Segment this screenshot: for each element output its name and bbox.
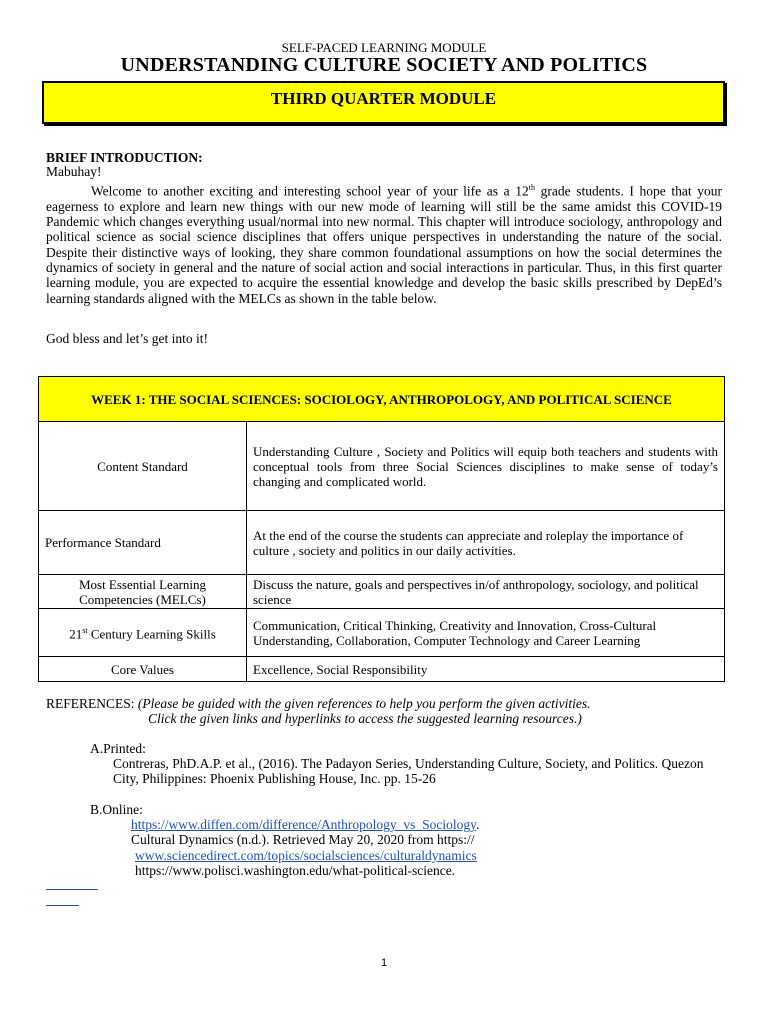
- diffen-link[interactable]: https://www.diffen.com/difference/Anthropology_vs_Sociology: [131, 817, 476, 832]
- intro-para-sup: th: [528, 183, 535, 192]
- references-label: REFERENCES:: [46, 696, 138, 711]
- row-label: Most Essential Learning Competencies (MELCs): [39, 575, 247, 609]
- table-row: [39, 657, 725, 682]
- intro-paragraph: [46, 180, 722, 306]
- intro-heading: BRIEF INTRODUCTION:: [46, 150, 203, 165]
- row-label: [39, 609, 247, 657]
- empty-hyperlink-2[interactable]: [46, 905, 79, 906]
- printed-reference: Contreras, PhD.A.P. et al., (2016). The Padayon Series, Understanding Culture, Society, and Politics. Quezon City, Philippines: Phoenix Publishing House, Inc. pp. 15-26: [113, 756, 704, 786]
- references-line1: [46, 696, 591, 711]
- row-label: Performance Standard: [39, 511, 247, 575]
- row-value: Excellence, Social Responsibility: [247, 657, 725, 682]
- page-number: 1: [380, 957, 388, 969]
- row-value: Understanding Culture , Society and Politics will equip both teachers and students with conceptual tools from three Social Sciences disciplines to make sense of today’s changing and complicated world.: [247, 422, 725, 511]
- row-value: At the end of the course the students can appreciate and roleplay the importance of culture , society and politics in our daily activities.: [247, 511, 725, 575]
- quarter-banner: [42, 81, 725, 124]
- online-heading: B.Online:: [90, 802, 143, 817]
- week-header: WEEK 1: THE SOCIAL SCIENCES: SOCIOLOGY, ANTHROPOLOGY, AND POLITICAL SCIENCE: [39, 377, 725, 422]
- row-label-num: 21: [69, 626, 83, 642]
- table-row: [39, 511, 725, 575]
- online-ref-1: [131, 817, 479, 833]
- intro-closing: God bless and let’s get into it!: [46, 331, 208, 346]
- quarter-banner-text: THIRD QUARTER MODULE: [270, 89, 497, 108]
- table-row: [39, 609, 725, 657]
- row-label-sup: st: [82, 626, 88, 636]
- row-label: Content Standard: [39, 422, 247, 511]
- sciencedirect-link[interactable]: www.sciencedirect.com/topics/socialsciences/culturaldynamics: [135, 848, 477, 863]
- online-ref-2: Cultural Dynamics (n.d.). Retrieved May 20, 2020 from https://: [131, 832, 475, 847]
- module-kicker: SELF-PACED LEARNING MODULE: [281, 40, 487, 55]
- online-ref-4: https://www.polisci.washington.edu/what-political-science.: [135, 863, 456, 878]
- standards-table: [38, 376, 725, 682]
- row-label: Core Values: [39, 657, 247, 682]
- table-row: [39, 422, 725, 511]
- online-ref-1-suffix: .: [475, 817, 480, 832]
- intro-para-start: Welcome to another exciting and interesting school year of your life as a 12: [91, 183, 529, 199]
- intro-greeting: Mabuhay!: [46, 164, 102, 179]
- row-label-rest: Century Learning Skills: [87, 626, 216, 642]
- table-row: [39, 377, 725, 422]
- printed-heading: A.Printed:: [90, 741, 146, 756]
- table-row: [39, 575, 725, 609]
- intro-para-rest: grade students. I hope that your eagerness to explore and learn new things with our new mode of learning will still be the same amidst this COVID-19 Pandemic which changes everything usual/normal into new normal. This chapter will introduce sociology, anthropology and political science as social science disciplines that offers unique perspectives in understanding the nature of the social. Despite their distinctive ways of looking, they share common foundational assumptions on how the social determines the dynamics of society in general and the nature of social action and social interactions in particular. Thus, in this first quarter learning module, you are expected to acquire the essential knowledge and develop the basic skills prescribed by DepEd’s learning standards aligned with the MELCs as shown in the table below.: [46, 183, 722, 306]
- references-note-1: (Please be guided with the given references to help you perform the given activities.: [137, 696, 591, 711]
- row-value: Discuss the nature, goals and perspectives in/of anthropology, sociology, and political science: [247, 575, 725, 609]
- references-note-2: Click the given links and hyperlinks to access the suggested learning resources.): [148, 711, 582, 726]
- module-title: UNDERSTANDING CULTURE SOCIETY AND POLITICS: [120, 54, 648, 76]
- row-value: Communication, Critical Thinking, Creativity and Innovation, Cross-Cultural Understanding, Collaboration, Computer Technology and Career Learning: [247, 609, 725, 657]
- empty-hyperlink-1[interactable]: [46, 889, 98, 890]
